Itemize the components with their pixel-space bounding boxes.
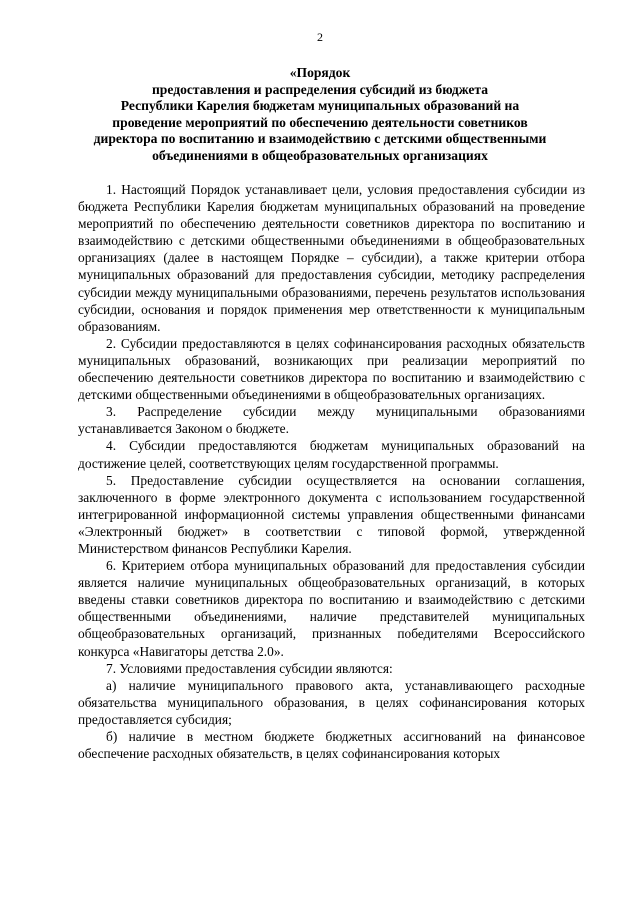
paragraph-1: 1. Настоящий Порядок устанавливает цели, условия предоставления субсидии из бюджета Республики Карелия бюджетам муниципальных образований на проведение мероприятий по обеспечению деятельности советников директора по воспитанию и взаимодействию с детскими общественными объединениями в общеобразовательных организациях (далее в настоящем Порядке – субсидии), а также критерии отбора муниципальных образований для предоставления субсидии, методику распределения субсидии между муниципальными образованиями, перечень результатов использования субсидии, основания и порядок применения мер ответственности к муниципальным образованиям. bbox=[78, 182, 585, 334]
paragraph-7b: б) наличие в местном бюджете бюджетных ассигнований на финансовое обеспечение расходных обязательств, в целях софинансирования которых bbox=[78, 729, 585, 762]
paragraph-6: 6. Критерием отбора муниципальных образований для предоставления субсидии является наличие муниципальных общеобразовательных организаций, в которых введены ставки советников директора по воспитанию и взаимодействию с детскими общественными объединениями, наличие представителей муниципальных общеобразовательных организаций, признанных победителями Всероссийского конкурса «Навигаторы детства 2.0». bbox=[78, 558, 585, 659]
title-line: объединениями в общеобразовательных организациях bbox=[152, 147, 488, 163]
title-line: «Порядок bbox=[289, 65, 351, 80]
page-number: 2 bbox=[317, 30, 323, 44]
title-line: директора по воспитанию и взаимодействию с детскими общественными bbox=[93, 131, 547, 146]
title-line: Республики Карелия бюджетам муниципальных образований на bbox=[120, 98, 520, 113]
paragraph-3: 3. Распределение субсидии между муниципальными образованиями устанавливается Законом о бюджете. bbox=[78, 404, 585, 437]
document-title bbox=[70, 65, 570, 164]
paragraph-4: 4. Субсидии предоставляются бюджетам муниципальных образований на достижение целей, соответствующих целям государственной программы. bbox=[78, 438, 585, 471]
paragraph-2: 2. Субсидии предоставляются в целях софинансирования расходных обязательств муниципальных образований, возникающих при реализации мероприятий по обеспечению деятельности советников директора по воспитанию и взаимодействию с детскими общественными объединениями в общеобразовательных организациях. bbox=[78, 335, 585, 403]
title-line: проведение мероприятий по обеспечению деятельности советников bbox=[112, 114, 528, 130]
paragraph-5: 5. Предоставление субсидии осуществляется на основании соглашения, заключенного в форме электронного документа с использованием государственной интегрированной информационной системы управления общественными финансами «Электронный бюджет» в соответствии с типовой формой, утвержденной Министерством финансов Республики Карелия. bbox=[78, 472, 585, 556]
document-body bbox=[78, 181, 585, 762]
paragraph-7: 7. Условиями предоставления субсидии являются: bbox=[106, 660, 393, 676]
paragraph-7a: а) наличие муниципального правового акта, устанавливающего расходные обязательства муниципального образования, в целях софинансирования которых предоставляется субсидия; bbox=[78, 677, 585, 727]
title-line: предоставления и распределения субсидий из бюджета bbox=[151, 81, 489, 97]
